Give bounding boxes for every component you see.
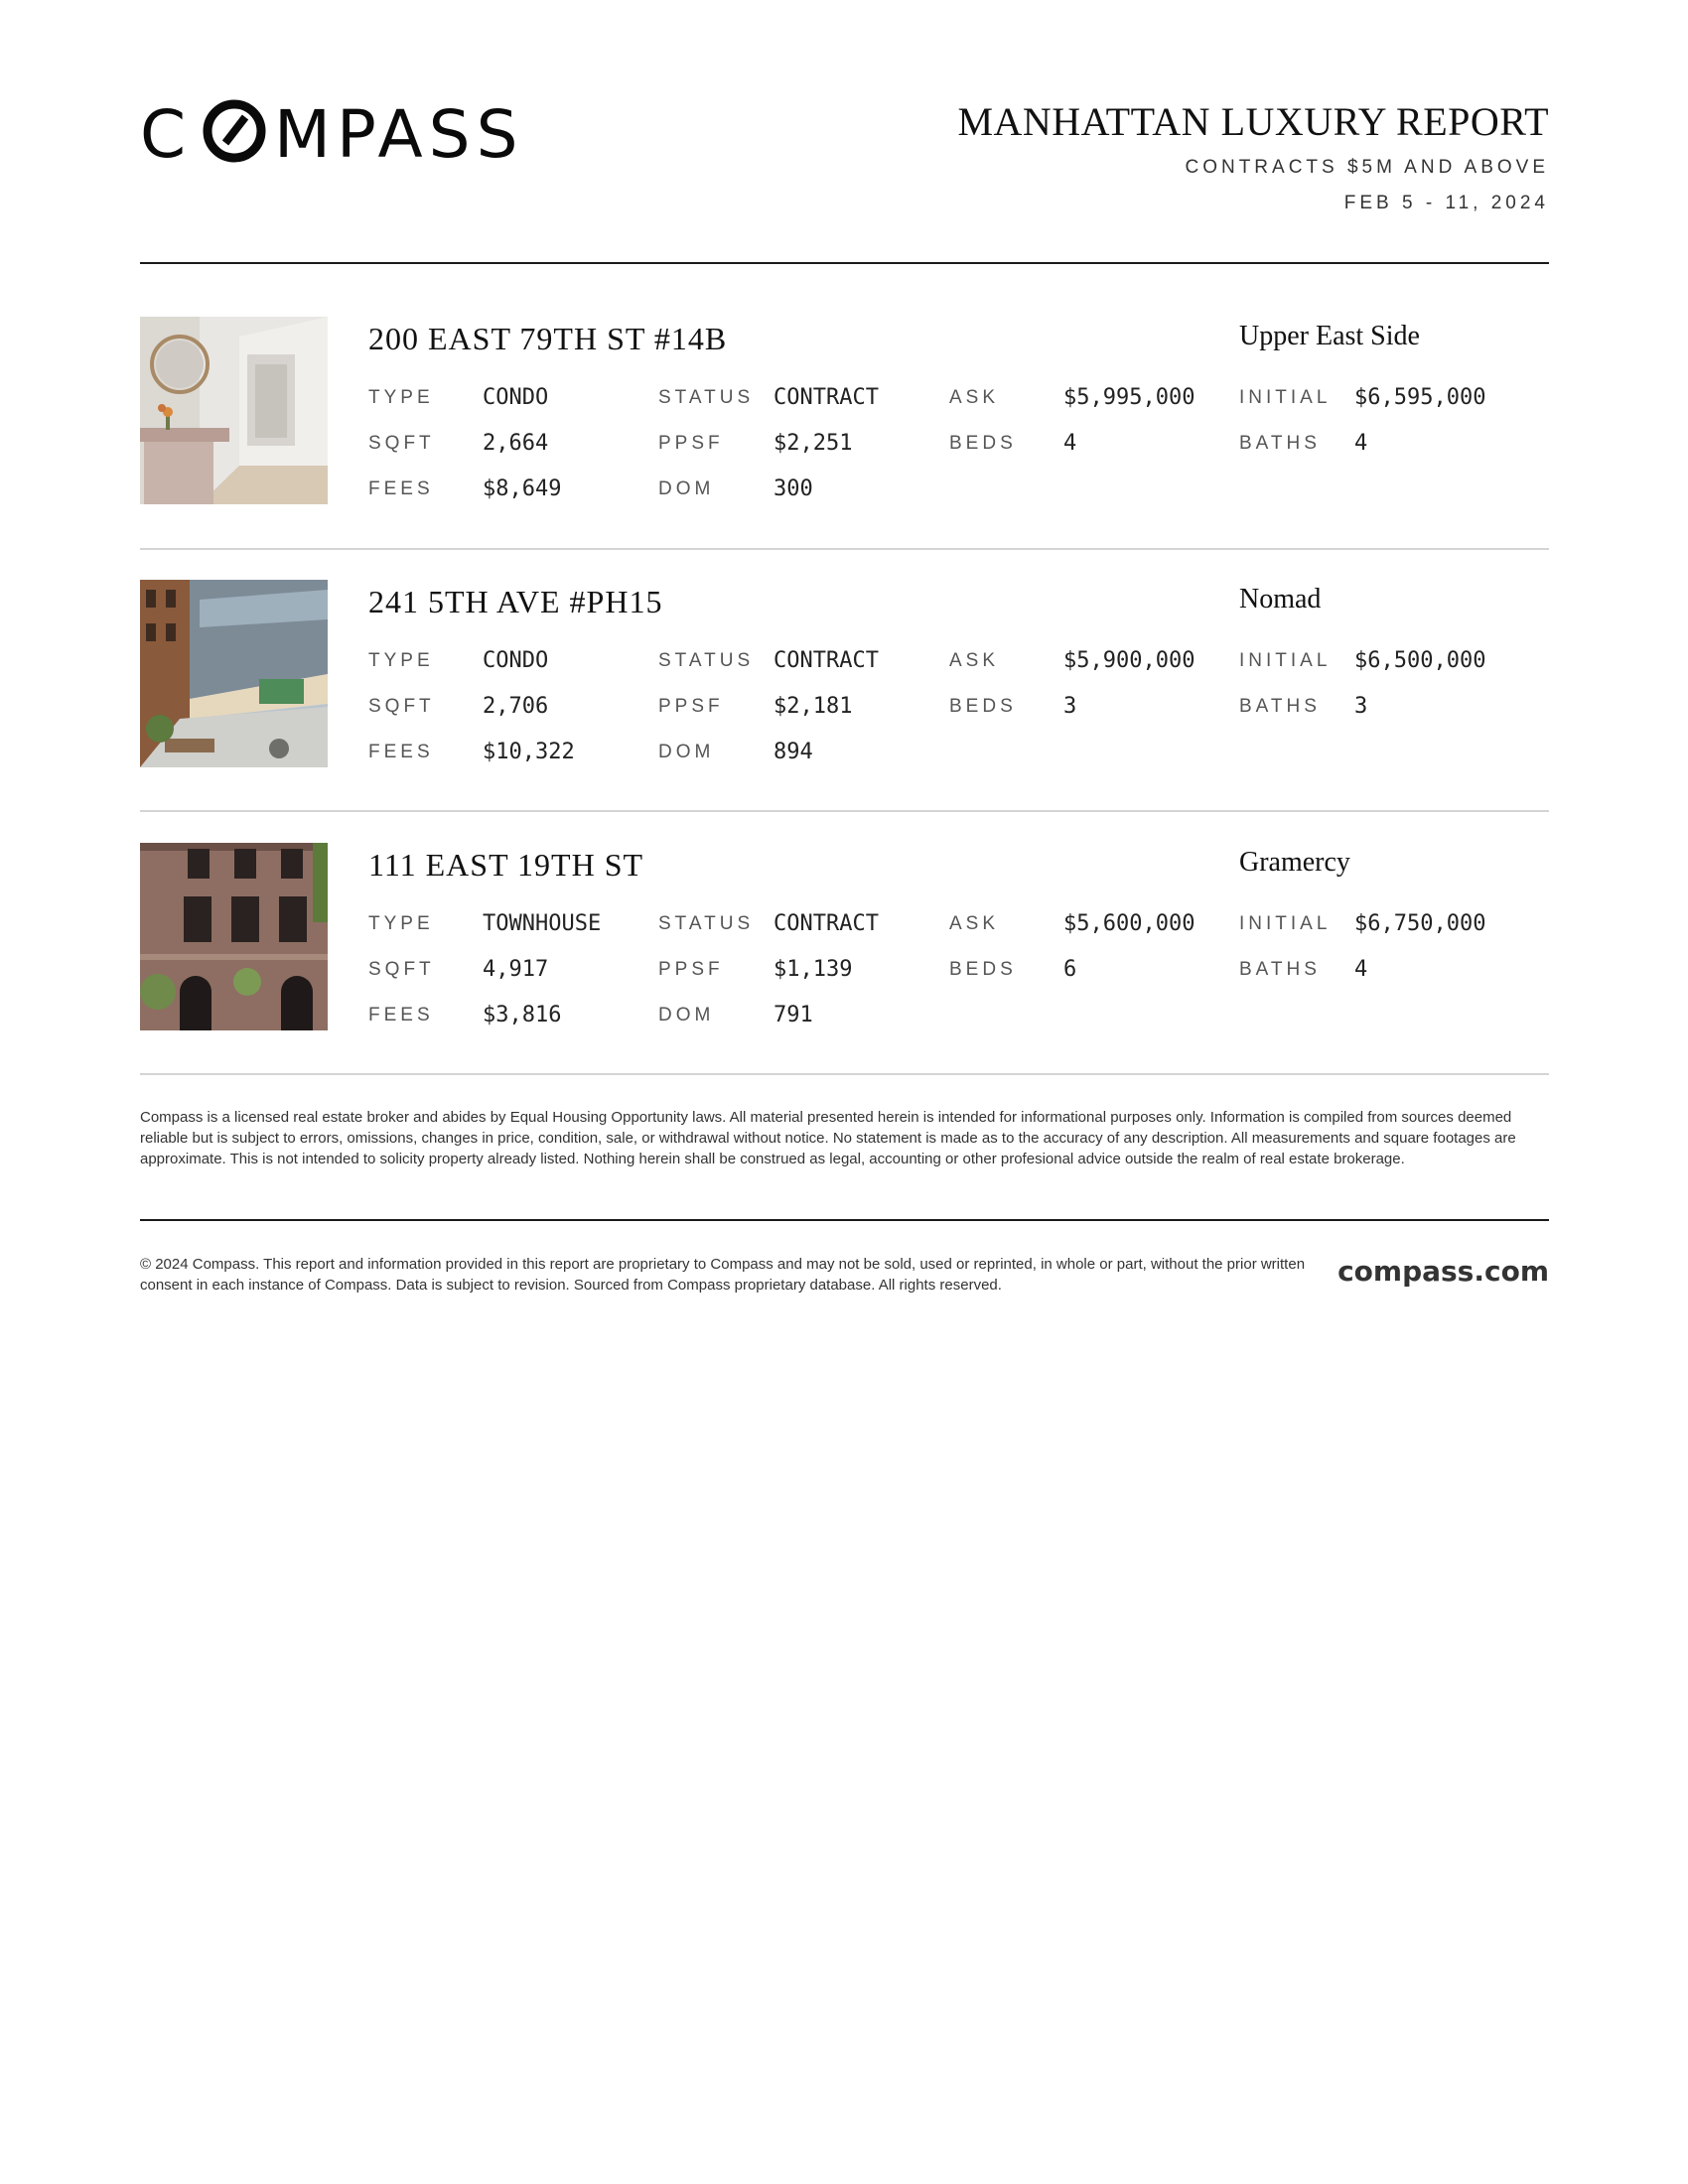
compass-logo-mark <box>140 97 567 167</box>
fees-label: FEES <box>368 1005 434 1025</box>
initial-label: INITIAL <box>1239 913 1332 934</box>
compass-logo <box>140 97 567 167</box>
baths-label: BATHS <box>1239 696 1321 717</box>
ppsf-value: $2,251 <box>774 431 853 456</box>
fees-label: FEES <box>368 478 434 499</box>
status-value: CONTRACT <box>774 648 879 673</box>
listing-photo <box>140 580 328 767</box>
type-label: TYPE <box>368 913 434 934</box>
baths-value: 4 <box>1354 957 1368 982</box>
beds-label: BEDS <box>949 696 1017 717</box>
copyright-text: © 2024 Compass. This report and information provided in this report are proprietary to Compass and may not be sold, used or reprinted, in whole or part, without the prior written consent in each instance of Compass. Data is subject to revision. Sourced from Compass proprietary database. All rights reserved. <box>140 1256 1306 1294</box>
sqft-label: SQFT <box>368 959 435 980</box>
ask-label: ASK <box>949 650 1000 671</box>
listing-address: 241 5TH AVE #PH15 <box>368 584 663 619</box>
ppsf-value: $1,139 <box>774 957 853 982</box>
ppsf-value: $2,181 <box>774 694 853 719</box>
sqft-value: 2,706 <box>483 694 549 719</box>
listing-neighborhood: Upper East Side <box>1239 321 1420 351</box>
fees-value: $10,322 <box>483 740 575 764</box>
report-title: MANHATTAN LUXURY REPORT <box>957 99 1549 144</box>
status-value: CONTRACT <box>774 385 879 410</box>
listing-card <box>140 580 1549 768</box>
baths-value: 3 <box>1354 694 1368 719</box>
listing-photo <box>140 843 328 1030</box>
svg-text:C: C <box>140 97 193 167</box>
status-value: CONTRACT <box>774 911 879 936</box>
sqft-label: SQFT <box>368 433 435 454</box>
type-value: TOWNHOUSE <box>483 911 602 936</box>
type-value: CONDO <box>483 385 549 410</box>
initial-value: $6,595,000 <box>1354 385 1486 410</box>
report-heading <box>957 97 1549 214</box>
type-label: TYPE <box>368 387 434 408</box>
type-label: TYPE <box>368 650 434 671</box>
dom-value: 300 <box>774 477 813 501</box>
beds-value: 4 <box>1063 431 1077 456</box>
ask-label: ASK <box>949 913 1000 934</box>
report-subtitle: CONTRACTS $5M AND ABOVE <box>1185 157 1549 178</box>
listing-card <box>140 843 1549 1031</box>
status-label: STATUS <box>658 650 755 671</box>
status-label: STATUS <box>658 913 755 934</box>
ppsf-label: PPSF <box>658 433 724 454</box>
sqft-label: SQFT <box>368 696 435 717</box>
dom-value: 894 <box>774 740 813 764</box>
listing-card <box>140 317 1549 505</box>
baths-label: BATHS <box>1239 959 1321 980</box>
status-label: STATUS <box>658 387 755 408</box>
listing-divider <box>140 1073 1549 1075</box>
sqft-value: 2,664 <box>483 431 549 456</box>
ppsf-label: PPSF <box>658 696 724 717</box>
beds-label: BEDS <box>949 433 1017 454</box>
dom-label: DOM <box>658 1005 715 1025</box>
baths-value: 4 <box>1354 431 1368 456</box>
listing-neighborhood: Nomad <box>1239 584 1322 614</box>
initial-label: INITIAL <box>1239 650 1332 671</box>
listing-divider <box>140 548 1549 550</box>
report-date: FEB 5 - 11, 2024 <box>1343 193 1549 213</box>
fees-label: FEES <box>368 742 434 762</box>
baths-label: BATHS <box>1239 433 1321 454</box>
dom-label: DOM <box>658 478 715 499</box>
ask-value: $5,995,000 <box>1063 385 1196 410</box>
initial-label: INITIAL <box>1239 387 1332 408</box>
beds-value: 6 <box>1063 957 1077 982</box>
header-divider <box>140 262 1549 264</box>
beds-value: 3 <box>1063 694 1077 719</box>
beds-label: BEDS <box>949 959 1017 980</box>
listing-divider <box>140 810 1549 812</box>
ask-value: $5,900,000 <box>1063 648 1196 673</box>
listing-photo <box>140 317 328 504</box>
ask-value: $5,600,000 <box>1063 911 1196 936</box>
sqft-value: 4,917 <box>483 957 549 982</box>
initial-value: $6,750,000 <box>1354 911 1486 936</box>
type-value: CONDO <box>483 648 549 673</box>
listing-address: 111 EAST 19TH ST <box>368 847 644 883</box>
fees-value: $8,649 <box>483 477 562 501</box>
fees-value: $3,816 <box>483 1003 562 1027</box>
listing-neighborhood: Gramercy <box>1239 847 1350 878</box>
dom-label: DOM <box>658 742 715 762</box>
listing-address: 200 EAST 79TH ST #14B <box>368 321 728 356</box>
dom-value: 791 <box>774 1003 813 1027</box>
ask-label: ASK <box>949 387 1000 408</box>
initial-value: $6,500,000 <box>1354 648 1486 673</box>
website-link[interactable]: compass.com <box>1337 1255 1549 1288</box>
ppsf-label: PPSF <box>658 959 724 980</box>
disclaimer-text: Compass is a licensed real estate broker and abides by Equal Housing Opportunity laws. All material presented herein is intended for informational purposes only. Information is compiled from sources deemed reliable but is subject to errors, omissions, changes in price, condition, sale, or withdrawal without notice. No statement is made as to the accuracy of any description. All measurements and square footages are approximate. This is not intended to solicity property already listed. Nothing herein shall be construed as legal, accounting or other profesional advice outside the realm of real estate brokerage. <box>140 1109 1516 1167</box>
svg-text:MPASS: MPASS <box>274 97 524 167</box>
footer-divider <box>140 1219 1549 1221</box>
